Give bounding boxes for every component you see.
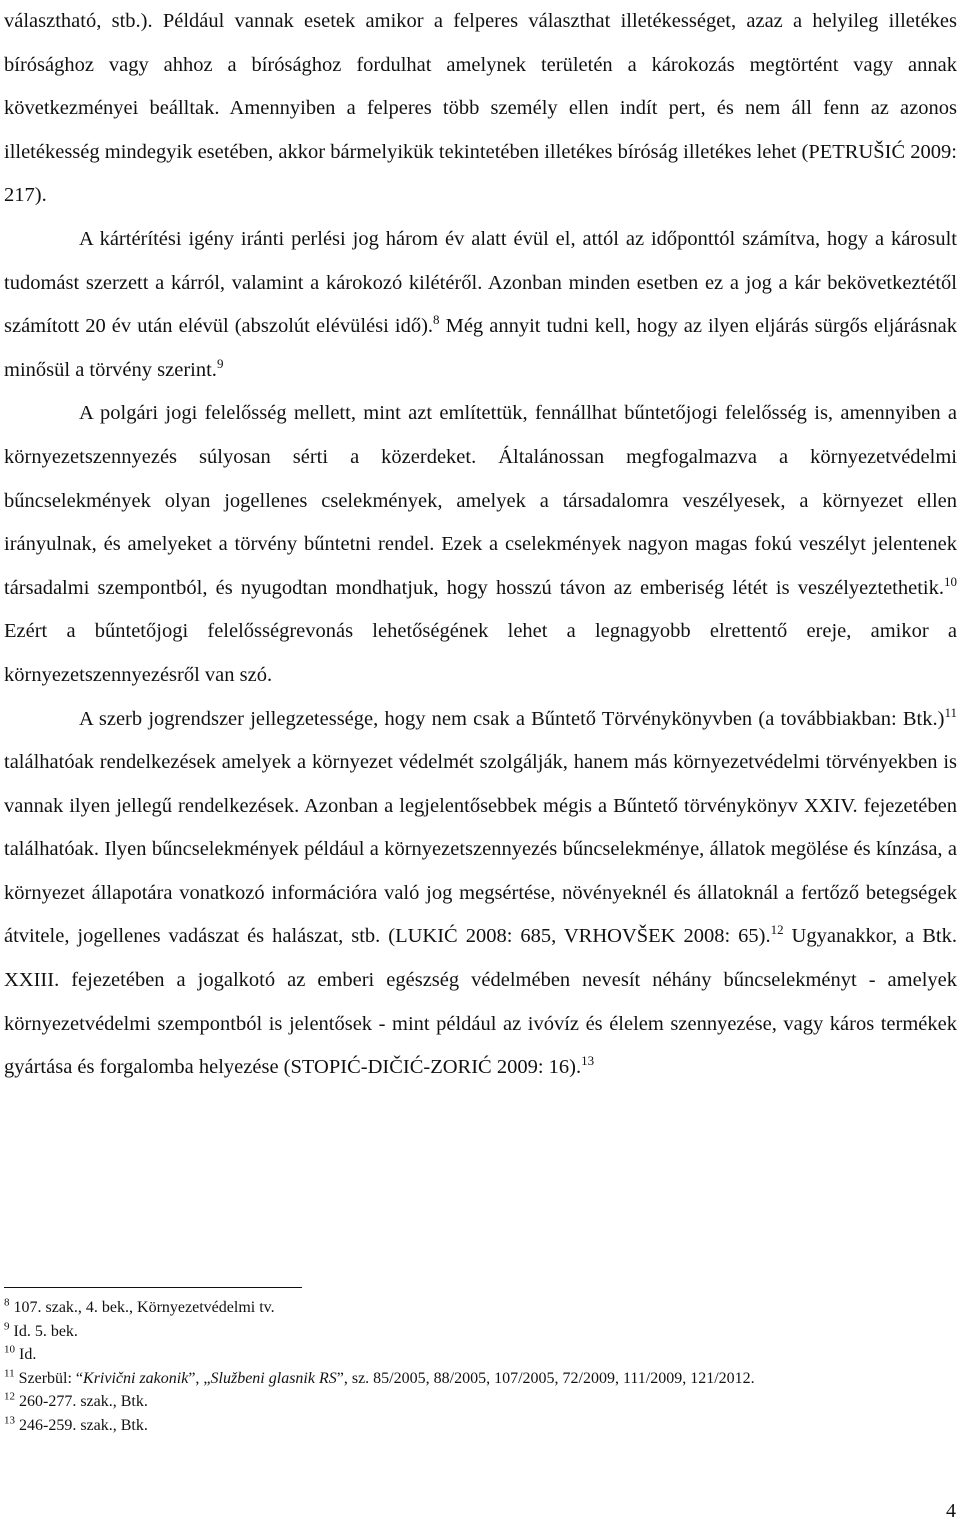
footnote-text: 260-277. szak., Btk.: [19, 1393, 148, 1410]
footnote-ref-10[interactable]: 10: [944, 573, 957, 589]
footnote-9: [4, 1320, 957, 1344]
footnote-ref-12[interactable]: 12: [770, 922, 784, 938]
footnote-ref-13[interactable]: 13: [581, 1053, 595, 1069]
paragraph-3-text-a: A polgári jogi felelősség mellett, mint azt említettük, fennállhat bűntetőjogi felelősség is, amennyiben a környezetszennyezés súlyosan sérti a közerdeket. Általánossan megfogalmazva a környezetvédelmi bűncselekmények olyan jogellenes cselekmények, amelyek a társadalomra veszélyesek, a környezet ellen irányulnak, és amelyeket a törvény bűntetni rendel. Ezek a cselekmények nagyon magas fokú veszélyt jelentenek társadalmi szempontból, és nyugodtan mondhatjuk, hogy hosszú távon az emberiség létét is veszélyeztethetik.: [4, 402, 957, 599]
footnote-text: Szerbül: “: [18, 1369, 84, 1387]
body-text: [4, 0, 957, 1090]
page-number: 4: [946, 1500, 956, 1522]
paragraph-4: [4, 698, 957, 1090]
footnote-text: 107. szak., 4. bek., Környezetvédelmi tv.: [13, 1299, 275, 1316]
paragraph-4-text-a: A szerb jogrendszer jellegzetessége, hogy nem csak a Bűntető Törvénykönyvben (a továbbiakban: Btk.): [79, 707, 945, 730]
footnote-separator: [4, 1287, 302, 1288]
footnote-ref-9[interactable]: 9: [216, 355, 224, 371]
paragraph-2-text-a: A kártérítési igény iránti perlési jog három év alatt évül el, attól az időponttól számítva, hogy a károsult tudomást szerzett a kárról, valamint a károkozó kilétéről. Azonban minden esetben ez a jog a kár bekövetkeztétől számított 20 év után elévül (abszolút elévülési idő).: [4, 227, 957, 338]
paragraph-4-text-b: találhatóak rendelkezések amelyek a környezet védelmét szolgálják, hanem más környezetvédelmi törvényekben is vannak ilyen jellegű rendelkezések. Azonban a legjelentősebbek mégis a Bűntető törvénykönyv XXIV. fejezetében találhatóak. Ilyen bűncselekmények például a környezetszennyezés bűncselekménye, állatok megölése és kínzása, a környezet állapotára vonatkozó információra való jog megsértése, növényeknél és állatoknál a fertőző betegségek átvitele, jogellenes vadászat és halászat, stb. (LUKIĆ 2008: 685, VRHOVŠEK 2008: 65).: [4, 751, 957, 948]
footnote-8: [4, 1296, 957, 1320]
footnote-text: ”, sz. 85/2005, 88/2005, 107/2005, 72/2009, 111/2009, 121/2012.: [336, 1369, 755, 1387]
footnote-13: [4, 1414, 957, 1438]
footnote-10: [4, 1343, 957, 1367]
paragraph-1-text: választható, stb.). Például vannak esetek amikor a felperes választhat illetékességet, azaz a helyileg illetékes bírósághoz vagy ahhoz a bírósághoz fordulhat amelynek területén a károkozás megtörtént vagy annak következményei beálltak. Amennyiben a felperes több személy ellen indít pert, és nem áll fenn az azonos illetékesség mindegyik esetében, akkor bármelyikük tekintetében illetékes bíróság illetékes lehet (PETRUŠIĆ 2009: 217).: [4, 10, 957, 207]
footnote-11: [4, 1367, 957, 1391]
footnote-text: 246-259. szak., Btk.: [19, 1416, 148, 1434]
footnote-italic-title: Službeni glasnik RS: [210, 1369, 337, 1387]
paragraph-4-text-c: Ugyanakkor, a Btk. XXIII. fejezetében a jogalkotó az emberi egészség védelmében nevesít néhány bűncselekményt - amelyek környezetvédelmi szempontból is jelentősek - mint például az ivóvíz és élelem szennyezése, vagy káros termékek gyártása és forgalomba helyezése (STOPIĆ-DIČIĆ-ZORIĆ 2009: 16).: [4, 925, 957, 1079]
footnote-12: [4, 1390, 957, 1414]
footnote-number: 11: [4, 1367, 15, 1380]
paragraph-3-text-b: Ezért a bűntetőjogi felelősségrevonás lehetőségének lehet a legnagyobb elrettentő ereje, amikor a környezetszennyezésről van szó.: [4, 620, 957, 686]
paragraph-2-text-b: Még annyit tudni kell, hogy az ilyen eljárás sürgős eljárásnak minősül a törvény szerint.: [4, 315, 957, 381]
paragraph-1: [4, 0, 957, 218]
footnote-ref-11[interactable]: 11: [944, 704, 957, 720]
footnotes: [4, 1296, 957, 1437]
footnote-italic-title: Krivični zakonik: [83, 1369, 189, 1387]
paragraph-2: [4, 218, 957, 392]
footnote-number: 12: [4, 1390, 15, 1403]
footnote-number: 9: [4, 1320, 10, 1333]
footnote-number: 10: [4, 1343, 15, 1356]
footnote-text: Id. 5. bek.: [13, 1322, 78, 1340]
footnote-number: 13: [4, 1414, 15, 1427]
footnote-number: 8: [4, 1296, 10, 1309]
paragraph-3: [4, 392, 957, 697]
footnote-text: ”, „: [188, 1369, 211, 1387]
footnote-text: Id.: [19, 1346, 37, 1363]
footnote-ref-8[interactable]: 8: [433, 312, 440, 328]
